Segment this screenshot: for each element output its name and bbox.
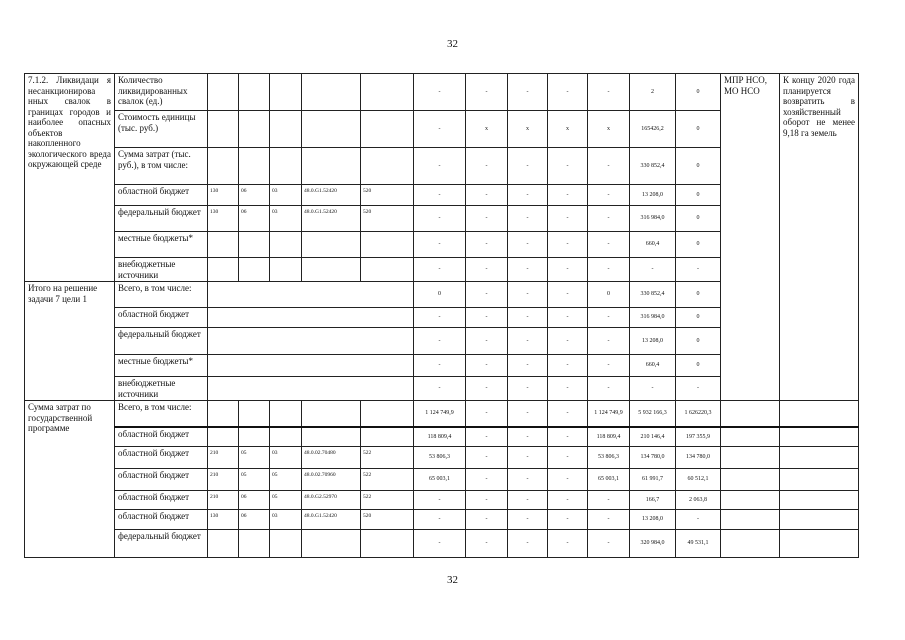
code-cell	[239, 258, 270, 282]
value-cell: 660,4	[630, 232, 676, 258]
code-cell	[208, 401, 239, 427]
value-cell: 1 124 749,9	[414, 401, 466, 427]
value-cell: -	[414, 377, 466, 401]
value-cell: -	[508, 258, 548, 282]
value-cell: -	[466, 148, 508, 185]
value-cell: -	[588, 510, 630, 530]
code-cell	[270, 427, 302, 447]
code-cell: 48.0.G1.52420	[302, 206, 361, 232]
code-cell	[239, 401, 270, 427]
code-cell: 06	[239, 510, 270, 530]
code-cell: 06	[239, 185, 270, 206]
value-cell: -	[414, 111, 466, 148]
code-cell-merged	[208, 328, 414, 355]
indicator-cell: местные бюджеты*	[115, 355, 208, 377]
value-cell: -	[548, 206, 588, 232]
value-cell: 0	[414, 282, 466, 308]
value-cell: -	[508, 148, 548, 185]
code-cell: 03	[270, 185, 302, 206]
value-cell: -	[414, 148, 466, 185]
code-cell	[270, 74, 302, 111]
value-cell: 2 063,8	[676, 491, 721, 510]
value-cell: -	[588, 185, 630, 206]
indicator-cell: областной бюджет	[115, 469, 208, 491]
value-cell: -	[508, 328, 548, 355]
code-cell	[361, 530, 414, 558]
executor-empty-cell	[721, 491, 780, 510]
code-cell	[270, 530, 302, 558]
value-cell: -	[548, 282, 588, 308]
value-cell: -	[466, 377, 508, 401]
code-cell	[302, 530, 361, 558]
value-cell: -	[414, 308, 466, 328]
value-cell: 0	[588, 282, 630, 308]
indicator-cell: федеральный бюджет	[115, 328, 208, 355]
value-cell: -	[588, 328, 630, 355]
value-cell: -	[588, 377, 630, 401]
value-cell: -	[466, 308, 508, 328]
code-cell	[361, 148, 414, 185]
code-cell	[208, 148, 239, 185]
value-cell: 118 809,4	[414, 427, 466, 447]
code-cell: 522	[361, 447, 414, 469]
value-cell: -	[466, 206, 508, 232]
code-cell	[361, 232, 414, 258]
value-cell: -	[466, 530, 508, 558]
value-cell: 118 809,4	[588, 427, 630, 447]
indicator-cell: Всего, в том числе:	[115, 282, 208, 308]
code-cell	[302, 427, 361, 447]
value-cell: 0	[676, 206, 721, 232]
executor-empty-cell	[721, 469, 780, 491]
value-cell: 0	[676, 185, 721, 206]
value-cell: 13 208,0	[630, 185, 676, 206]
code-cell: 520	[361, 206, 414, 232]
code-cell	[361, 427, 414, 447]
code-cell: 05	[270, 469, 302, 491]
indicator-cell: внебюджетные источники	[115, 377, 208, 401]
page-number-bottom: 32	[447, 574, 458, 586]
code-cell: 48.0.G2.52970	[302, 491, 361, 510]
value-cell: -	[548, 377, 588, 401]
code-cell	[302, 74, 361, 111]
value-cell: -	[508, 427, 548, 447]
value-cell: 165426,2	[630, 111, 676, 148]
value-cell: -	[588, 148, 630, 185]
value-cell: -	[588, 232, 630, 258]
code-cell	[361, 111, 414, 148]
value-cell: 166,7	[630, 491, 676, 510]
value-cell: 0	[676, 74, 721, 111]
code-cell: 05	[270, 491, 302, 510]
code-cell: 130	[208, 206, 239, 232]
value-cell: 65 003,1	[588, 469, 630, 491]
code-cell	[361, 74, 414, 111]
table-row	[25, 530, 859, 558]
value-cell: 1 124 749,9	[588, 401, 630, 427]
value-cell: 13 208,0	[630, 328, 676, 355]
code-cell: 05	[239, 469, 270, 491]
value-cell: 0	[676, 232, 721, 258]
value-cell: -	[630, 258, 676, 282]
code-cell	[239, 74, 270, 111]
value-cell: 134 780,0	[630, 447, 676, 469]
code-cell	[361, 258, 414, 282]
value-cell: -	[414, 232, 466, 258]
code-cell	[270, 258, 302, 282]
code-cell: 210	[208, 447, 239, 469]
value-cell: -	[548, 491, 588, 510]
value-cell: -	[466, 469, 508, 491]
value-cell: 49 531,1	[676, 530, 721, 558]
value-cell: -	[414, 491, 466, 510]
indicator-cell: областной бюджет	[115, 308, 208, 328]
value-cell: -	[676, 510, 721, 530]
value-cell: -	[548, 308, 588, 328]
value-cell: -	[414, 185, 466, 206]
value-cell: -	[548, 232, 588, 258]
table-row	[25, 401, 859, 427]
code-cell	[302, 111, 361, 148]
code-cell	[302, 258, 361, 282]
code-cell-merged	[208, 282, 414, 308]
value-cell: -	[588, 491, 630, 510]
value-cell: 197 355,9	[676, 427, 721, 447]
value-cell: -	[548, 74, 588, 111]
value-cell: 316 984,0	[630, 206, 676, 232]
code-cell	[270, 148, 302, 185]
code-cell: 130	[208, 510, 239, 530]
value-cell: -	[414, 74, 466, 111]
value-cell: -	[508, 206, 548, 232]
table-row	[25, 427, 859, 447]
indicator-cell: федеральный бюджет	[115, 530, 208, 558]
value-cell: 65 003,1	[414, 469, 466, 491]
value-cell: -	[508, 491, 548, 510]
indicator-cell: областной бюджет	[115, 427, 208, 447]
value-cell: -	[508, 308, 548, 328]
value-cell: -	[548, 447, 588, 469]
code-cell	[208, 258, 239, 282]
value-cell: -	[548, 328, 588, 355]
code-cell: 03	[270, 510, 302, 530]
value-cell: -	[466, 232, 508, 258]
value-cell: -	[508, 232, 548, 258]
task-label-cell: 7.1.2. Ликвидаци я несанкционирова нных свалок в границах городов и наиболее опасных объектов накопленного экологического вреда окружающей среде	[25, 74, 115, 282]
code-cell: 48.0.G1.52420	[302, 510, 361, 530]
code-cell	[239, 427, 270, 447]
value-cell: -	[588, 74, 630, 111]
value-cell: -	[414, 355, 466, 377]
value-cell: -	[548, 427, 588, 447]
note-empty-cell	[780, 401, 859, 427]
code-cell	[302, 148, 361, 185]
indicator-cell: Сумма затрат (тыс. руб.), в том числе:	[115, 148, 208, 185]
code-cell	[302, 232, 361, 258]
indicator-cell: областной бюджет	[115, 447, 208, 469]
code-cell	[270, 401, 302, 427]
value-cell: -	[588, 206, 630, 232]
note-empty-cell	[780, 510, 859, 530]
value-cell: 134 780,0	[676, 447, 721, 469]
note-empty-cell	[780, 469, 859, 491]
code-cell: 03	[270, 206, 302, 232]
code-cell	[239, 232, 270, 258]
page-number-top: 32	[447, 38, 458, 50]
value-cell: -	[588, 258, 630, 282]
value-cell: -	[414, 206, 466, 232]
table-row	[25, 491, 859, 510]
executor-cell: МПР НСО, МО НСО	[721, 74, 780, 401]
executor-empty-cell	[721, 447, 780, 469]
code-cell: 06	[239, 491, 270, 510]
table-row	[25, 447, 859, 469]
code-cell	[270, 232, 302, 258]
value-cell: -	[466, 258, 508, 282]
value-cell: 210 146,4	[630, 427, 676, 447]
code-cell	[208, 111, 239, 148]
code-cell: 210	[208, 469, 239, 491]
value-cell: -	[414, 530, 466, 558]
code-cell: 210	[208, 491, 239, 510]
code-cell	[302, 401, 361, 427]
value-cell: 660,4	[630, 355, 676, 377]
code-cell-merged	[208, 377, 414, 401]
executor-empty-cell	[721, 427, 780, 447]
value-cell: -	[548, 148, 588, 185]
table-row	[25, 74, 859, 111]
value-cell: 316 984,0	[630, 308, 676, 328]
value-cell: -	[508, 282, 548, 308]
table-row	[25, 469, 859, 491]
code-cell: 48.0.02.70960	[302, 469, 361, 491]
value-cell: -	[508, 401, 548, 427]
value-cell: -	[508, 355, 548, 377]
code-cell	[208, 74, 239, 111]
value-cell: -	[548, 469, 588, 491]
note-empty-cell	[780, 491, 859, 510]
code-cell	[208, 232, 239, 258]
value-cell: -	[630, 377, 676, 401]
value-cell: x	[588, 111, 630, 148]
value-cell: 320 984,0	[630, 530, 676, 558]
code-cell	[208, 427, 239, 447]
code-cell-merged	[208, 355, 414, 377]
note-empty-cell	[780, 530, 859, 558]
value-cell: 330 852,4	[630, 148, 676, 185]
value-cell: -	[414, 328, 466, 355]
value-cell: -	[548, 185, 588, 206]
budget-table	[24, 73, 859, 558]
code-cell: 520	[361, 510, 414, 530]
code-cell: 06	[239, 206, 270, 232]
indicator-cell: внебюджетные источники	[115, 258, 208, 282]
indicator-cell: федеральный бюджет	[115, 206, 208, 232]
value-cell: 60 512,1	[676, 469, 721, 491]
value-cell: -	[508, 469, 548, 491]
value-cell: -	[588, 308, 630, 328]
code-cell	[239, 111, 270, 148]
note-empty-cell	[780, 427, 859, 447]
indicator-cell: Количество ликвидированных свалок (ед.)	[115, 74, 208, 111]
value-cell: -	[508, 185, 548, 206]
value-cell: -	[466, 447, 508, 469]
value-cell: -	[548, 530, 588, 558]
value-cell: -	[466, 282, 508, 308]
indicator-cell: областной бюджет	[115, 185, 208, 206]
value-cell: 61 991,7	[630, 469, 676, 491]
value-cell: -	[508, 377, 548, 401]
value-cell: -	[466, 510, 508, 530]
code-cell	[270, 111, 302, 148]
code-cell: 130	[208, 185, 239, 206]
code-cell	[239, 530, 270, 558]
code-cell: 48.0.02.70480	[302, 447, 361, 469]
code-cell: 48.0.G1.52420	[302, 185, 361, 206]
value-cell: -	[466, 355, 508, 377]
table-row	[25, 510, 859, 530]
code-cell	[239, 148, 270, 185]
value-cell: 2	[630, 74, 676, 111]
value-cell: -	[548, 355, 588, 377]
value-cell: -	[548, 258, 588, 282]
value-cell: -	[414, 258, 466, 282]
value-cell: 0	[676, 355, 721, 377]
result-note-cell: К концу 2020 года планируется возвратить в хозяйственный оборот не менее 9,18 га земель	[780, 74, 859, 401]
value-cell: x	[508, 111, 548, 148]
executor-empty-cell	[721, 530, 780, 558]
value-cell: 13 208,0	[630, 510, 676, 530]
value-cell: -	[508, 530, 548, 558]
value-cell: -	[414, 510, 466, 530]
value-cell: 53 806,3	[414, 447, 466, 469]
indicator-cell: Стоимость единицы (тыс. руб.)	[115, 111, 208, 148]
code-cell	[208, 530, 239, 558]
value-cell: 0	[676, 111, 721, 148]
value-cell: -	[466, 401, 508, 427]
value-cell: -	[508, 510, 548, 530]
code-cell-merged	[208, 308, 414, 328]
value-cell: x	[548, 111, 588, 148]
value-cell: -	[466, 328, 508, 355]
value-cell: -	[466, 185, 508, 206]
value-cell: -	[676, 377, 721, 401]
value-cell: -	[588, 530, 630, 558]
value-cell: -	[548, 401, 588, 427]
indicator-cell: местные бюджеты*	[115, 232, 208, 258]
value-cell: -	[548, 510, 588, 530]
indicator-cell: областной бюджет	[115, 510, 208, 530]
code-cell: 520	[361, 185, 414, 206]
code-cell: 522	[361, 469, 414, 491]
value-cell: -	[508, 447, 548, 469]
code-cell: 05	[239, 447, 270, 469]
total-task7-label-cell: Итого на решение задачи 7 цели 1	[25, 282, 115, 401]
value-cell: 0	[676, 328, 721, 355]
value-cell: x	[466, 111, 508, 148]
value-cell: -	[588, 355, 630, 377]
code-cell: 522	[361, 491, 414, 510]
value-cell: 330 852,4	[630, 282, 676, 308]
value-cell: 5 932 166,3	[630, 401, 676, 427]
value-cell: -	[466, 74, 508, 111]
code-cell	[361, 401, 414, 427]
executor-empty-cell	[721, 401, 780, 427]
value-cell: -	[466, 491, 508, 510]
value-cell: -	[466, 427, 508, 447]
value-cell: 0	[676, 148, 721, 185]
code-cell: 03	[270, 447, 302, 469]
value-cell: -	[508, 74, 548, 111]
executor-empty-cell	[721, 510, 780, 530]
value-cell: 0	[676, 282, 721, 308]
value-cell: 1 626220,3	[676, 401, 721, 427]
indicator-cell: Всего, в том числе:	[115, 401, 208, 427]
indicator-cell: областной бюджет	[115, 491, 208, 510]
program-total-label-cell: Сумма затрат по государственной программе	[25, 401, 115, 558]
value-cell: 53 806,3	[588, 447, 630, 469]
value-cell: -	[676, 258, 721, 282]
value-cell: 0	[676, 308, 721, 328]
note-empty-cell	[780, 447, 859, 469]
